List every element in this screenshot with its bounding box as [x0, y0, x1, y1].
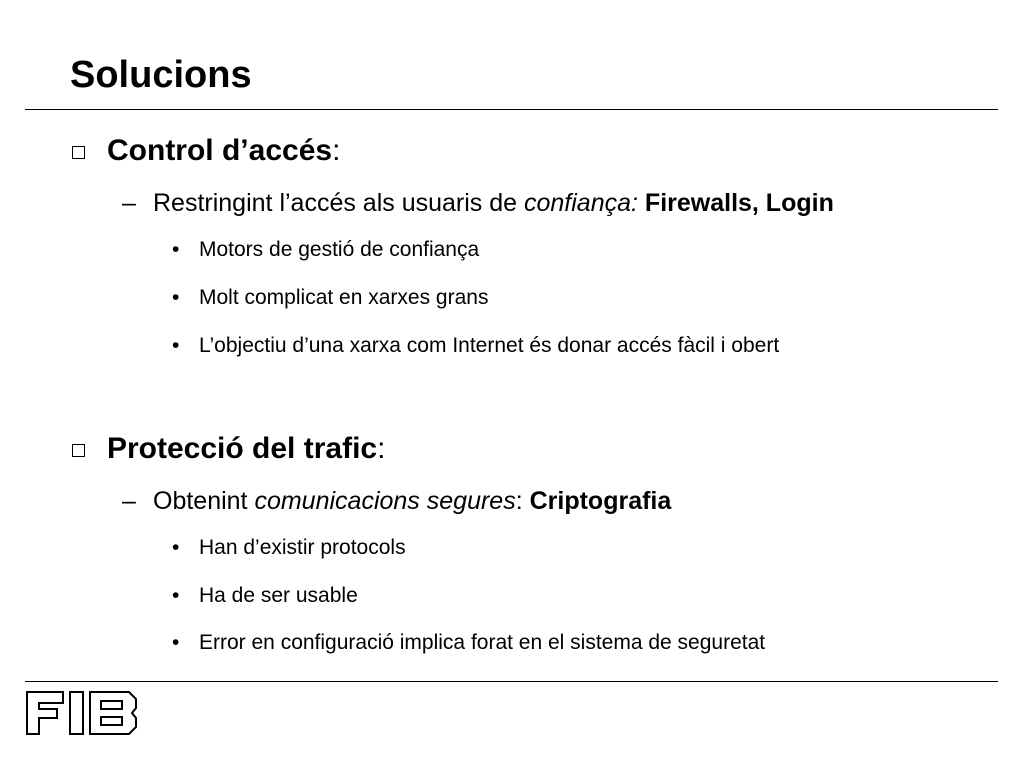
square-bullet-icon — [72, 146, 85, 159]
list-item-text: Han d’existir protocols — [199, 536, 406, 559]
bullet-dot: • — [172, 631, 180, 654]
dash-marker: – — [122, 189, 136, 217]
list-item — [172, 332, 779, 360]
section-heading-bold: Control d’accés — [107, 134, 333, 167]
list-item-text: Molt complicat en xarxes grans — [199, 286, 489, 309]
subpoint-bold: Firewalls, Login — [644, 189, 834, 217]
list-item — [172, 582, 358, 610]
subpoint-italic: comunicacions segures — [254, 487, 516, 515]
square-bullet-icon — [72, 444, 85, 457]
section-heading-colon: : — [332, 134, 341, 167]
dash-marker: – — [122, 487, 136, 515]
subpoint-traffic-protection — [122, 484, 671, 518]
list-item-text: Motors de gestió de confiança — [199, 238, 480, 261]
section-heading-access-control — [72, 131, 340, 171]
title-divider — [25, 109, 998, 110]
subpoint-plain: Restringint l’accés als usuaris de — [153, 189, 524, 217]
list-item-text: Error en configuració implica forat en el sistema de seguretat — [199, 631, 766, 654]
list-item — [172, 534, 406, 562]
list-item — [172, 284, 488, 312]
list-item-text: Ha de ser usable — [199, 584, 358, 607]
subpoint-italic: confiança: — [524, 189, 638, 217]
slide-title: Solucions — [70, 54, 252, 96]
subpoint-text — [153, 186, 834, 220]
subpoint-text — [153, 484, 671, 518]
subpoint-bold: Criptografia — [529, 487, 672, 515]
section-heading-traffic-protection — [72, 429, 385, 469]
list-item — [172, 629, 765, 657]
section-heading-text — [107, 429, 385, 469]
subpoint-plain: Obtenint — [153, 487, 255, 515]
footer-divider — [25, 681, 998, 682]
bullet-dot: • — [172, 238, 180, 261]
bullet-dot: • — [172, 334, 180, 357]
subpoint-sep — [638, 189, 645, 217]
section-heading-text — [107, 131, 340, 171]
subpoint-access-control — [122, 186, 834, 220]
section-heading-bold: Protecció del trafic — [107, 432, 378, 465]
fib-logo-icon — [25, 690, 139, 736]
bullet-dot: • — [172, 584, 180, 607]
bullet-dot: • — [172, 286, 180, 309]
list-item-text: L’objectiu d’una xarxa com Internet és donar accés fàcil i obert — [199, 334, 780, 357]
section-heading-colon: : — [377, 432, 386, 465]
subpoint-sep: : — [515, 487, 530, 515]
list-item — [172, 236, 479, 264]
bullet-dot: • — [172, 536, 180, 559]
